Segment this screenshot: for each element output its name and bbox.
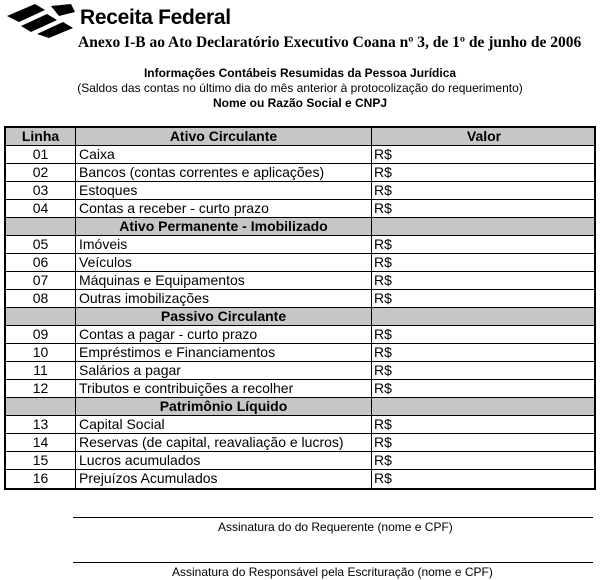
table-row xyxy=(6,272,594,290)
section-header-row xyxy=(6,218,594,236)
table-row xyxy=(6,254,594,272)
line-number: 01 xyxy=(6,146,76,163)
applicant-signature-label: Assinatura do do Requerente (nome e CPF) xyxy=(218,520,453,534)
table-row xyxy=(6,146,594,164)
line-number: 03 xyxy=(6,182,76,199)
account-label: Tributos e contribuições a recolher xyxy=(76,380,372,397)
value-field[interactable]: R$ xyxy=(374,326,392,342)
value-field[interactable]: R$ xyxy=(374,200,392,216)
account-label: Contas a receber - curto prazo xyxy=(76,200,372,217)
company-name-label: Nome ou Razão Social e CNPJ xyxy=(212,96,388,110)
account-label: Salários a pagar xyxy=(76,362,372,379)
section-title: Ativo Permanente - Imobilizado xyxy=(76,218,372,235)
table-row xyxy=(6,344,594,362)
form-subtitle: (Saldos das contas no último dia do mês anterior à protocolização do requerimento) xyxy=(77,81,523,95)
account-label: Bancos (contas correntes e aplicações) xyxy=(76,164,372,181)
applicant-signature-line xyxy=(73,517,593,518)
section-line-blank xyxy=(6,308,76,325)
value-field[interactable]: R$ xyxy=(374,290,392,306)
annex-title: Anexo I-B ao Ato Declaratório Executivo Coana nº 3, de 1º de junho de 2006 xyxy=(78,34,582,51)
account-label: Imóveis xyxy=(76,236,372,253)
column-header-section: Ativo Circulante xyxy=(76,128,372,145)
value-field[interactable]: R$ xyxy=(374,452,392,468)
table-row xyxy=(6,380,594,398)
table-header-row xyxy=(6,128,594,146)
value-field[interactable]: R$ xyxy=(374,272,392,288)
section-line-blank xyxy=(6,398,76,415)
brand-name: Receita Federal xyxy=(80,6,231,29)
line-number: 11 xyxy=(6,362,76,379)
line-number: 10 xyxy=(6,344,76,361)
table-row xyxy=(6,290,594,308)
account-label: Contas a pagar - curto prazo xyxy=(76,326,372,343)
account-label: Estoques xyxy=(76,182,372,199)
column-header-line: Linha xyxy=(6,128,76,145)
line-number: 13 xyxy=(6,416,76,433)
value-field[interactable]: R$ xyxy=(374,182,392,198)
account-label: Lucros acumulados xyxy=(76,452,372,469)
section-title: Patrimônio Líquido xyxy=(76,398,372,415)
table-row xyxy=(6,200,594,218)
line-number: 06 xyxy=(6,254,76,271)
line-number: 14 xyxy=(6,434,76,451)
section-line-blank xyxy=(6,218,76,235)
line-number: 05 xyxy=(6,236,76,253)
page-header xyxy=(0,0,600,51)
value-field[interactable]: R$ xyxy=(374,362,392,378)
account-label: Empréstimos e Financiamentos xyxy=(76,344,372,361)
table-row xyxy=(6,164,594,182)
value-field[interactable]: R$ xyxy=(374,470,392,486)
account-label: Veículos xyxy=(76,254,372,271)
line-number: 04 xyxy=(6,200,76,217)
table-row xyxy=(6,326,594,344)
table-row xyxy=(6,416,594,434)
table-row xyxy=(6,236,594,254)
account-label: Outras imobilizações xyxy=(76,290,372,307)
section-header-row xyxy=(6,308,594,326)
line-number: 07 xyxy=(6,272,76,289)
account-label: Caixa xyxy=(76,146,372,163)
line-number: 08 xyxy=(6,290,76,307)
table-row xyxy=(6,182,594,200)
table-row xyxy=(6,362,594,380)
line-number: 12 xyxy=(6,380,76,397)
value-field[interactable]: R$ xyxy=(374,254,392,270)
line-number: 09 xyxy=(6,326,76,343)
value-field[interactable]: R$ xyxy=(374,344,392,360)
section-value-blank xyxy=(372,398,594,415)
value-field[interactable]: R$ xyxy=(374,146,392,162)
form-title: Informações Contábeis Resumidas da Pessoa Jurídica xyxy=(143,66,457,80)
value-field[interactable]: R$ xyxy=(374,236,392,252)
section-title: Passivo Circulante xyxy=(76,308,372,325)
section-header-row xyxy=(6,398,594,416)
accountant-signature-line xyxy=(73,562,593,563)
accountant-signature-label: Assinatura do Responsável pela Escrituração (nome e CPF) xyxy=(172,565,493,579)
section-value-blank xyxy=(372,308,594,325)
line-number: 02 xyxy=(6,164,76,181)
value-field[interactable]: R$ xyxy=(374,380,392,396)
column-header-value: Valor xyxy=(466,128,502,144)
table-row xyxy=(6,470,594,488)
section-value-blank xyxy=(372,218,594,235)
line-number: 15 xyxy=(6,452,76,469)
line-number: 16 xyxy=(6,470,76,488)
account-label: Prejuízos Acumulados xyxy=(76,470,372,488)
value-field[interactable]: R$ xyxy=(374,434,392,450)
receita-federal-logo-icon xyxy=(5,2,77,38)
account-label: Reservas (de capital, reavaliação e lucros) xyxy=(76,434,372,451)
account-label: Capital Social xyxy=(76,416,372,433)
table-row xyxy=(6,434,594,452)
account-label: Máquinas e Equipamentos xyxy=(76,272,372,289)
accounting-table xyxy=(4,126,596,490)
value-field[interactable]: R$ xyxy=(374,164,392,180)
value-field[interactable]: R$ xyxy=(374,416,392,432)
table-row xyxy=(6,452,594,470)
